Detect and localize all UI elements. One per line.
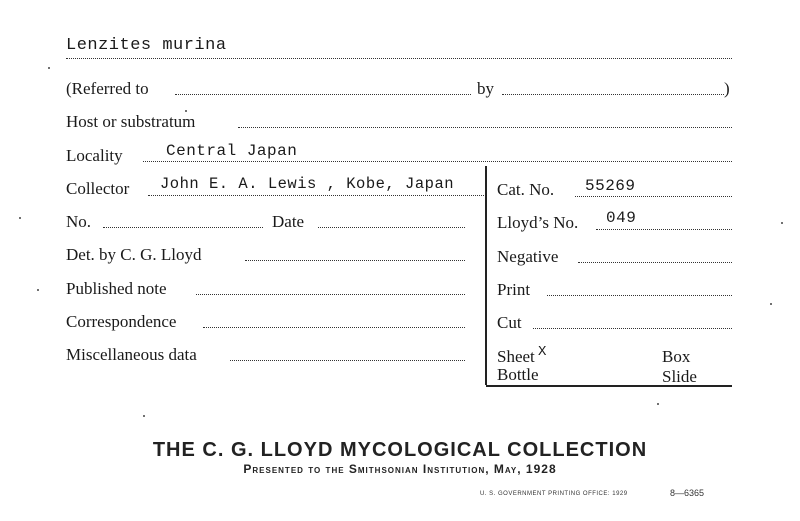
locality-value: Central Japan: [166, 142, 298, 160]
sheet-mark: X: [538, 344, 547, 360]
cut-line: [533, 328, 732, 329]
close-paren: ): [724, 79, 730, 98]
correspondence-line: [203, 327, 465, 328]
det-by-line: [245, 260, 465, 261]
date-label: Date: [272, 212, 305, 231]
scan-speck: [48, 67, 50, 69]
host-line: [238, 127, 732, 128]
negative-label: Negative: [497, 247, 559, 266]
locality-line: [143, 161, 732, 162]
cat-no-value: 55269: [585, 177, 636, 195]
misc-data-line: [230, 360, 465, 361]
lloyds-no-value: 049: [606, 209, 637, 227]
published-note-line: [196, 294, 465, 295]
det-by-label: Det. by C. G. Lloyd: [66, 245, 202, 264]
scan-speck: [19, 217, 21, 219]
by-label: by: [477, 79, 494, 98]
cat-no-line: [575, 196, 732, 197]
cut-label: Cut: [497, 313, 522, 332]
collection-subtitle: Presented to the Smithsonian Institution, May, 1928: [243, 462, 557, 476]
species-line: [66, 58, 732, 59]
box-label: Box: [662, 347, 691, 366]
panel-divider-vertical: [485, 166, 487, 385]
collection-title: THE C. G. LLOYD MYCOLOGICAL COLLECTION: [152, 439, 648, 461]
collector-line: [148, 195, 486, 196]
host-label: Host or substratum: [66, 112, 196, 131]
referred-to-line: [175, 94, 471, 95]
lloyds-no-line: [596, 229, 732, 230]
species-name: Lenzites murina: [66, 36, 227, 55]
locality-label: Locality: [66, 146, 123, 165]
no-label: No.: [66, 212, 92, 231]
sheet-label: Sheet: [497, 347, 535, 366]
by-line: [502, 94, 724, 95]
negative-line: [578, 262, 732, 263]
print-label: Print: [497, 280, 531, 299]
scan-speck: [781, 222, 783, 224]
print-line: [547, 295, 732, 296]
collector-label: Collector: [66, 179, 130, 198]
scan-speck: [770, 303, 772, 305]
referred-to-label: (Referred to: [66, 79, 149, 98]
published-note-label: Published note: [66, 279, 167, 298]
form-number: 8—6365: [670, 488, 705, 498]
no-line: [103, 227, 263, 228]
correspondence-label: Correspondence: [66, 312, 177, 331]
scan-speck: [143, 415, 145, 417]
scan-speck: [37, 289, 39, 291]
slide-label: Slide: [662, 367, 697, 386]
bottle-label: Bottle: [497, 365, 539, 384]
printing-office-note: U. S. GOVERNMENT PRINTING OFFICE: 1929: [480, 491, 628, 497]
date-line: [318, 227, 465, 228]
collector-value: John E. A. Lewis , Kobe, Japan: [160, 175, 455, 193]
scan-speck: [185, 110, 187, 112]
misc-data-label: Miscellaneous data: [66, 345, 197, 364]
lloyds-no-label: Lloyd’s No.: [497, 213, 579, 232]
scan-speck: [657, 403, 659, 405]
cat-no-label: Cat. No.: [497, 180, 555, 199]
